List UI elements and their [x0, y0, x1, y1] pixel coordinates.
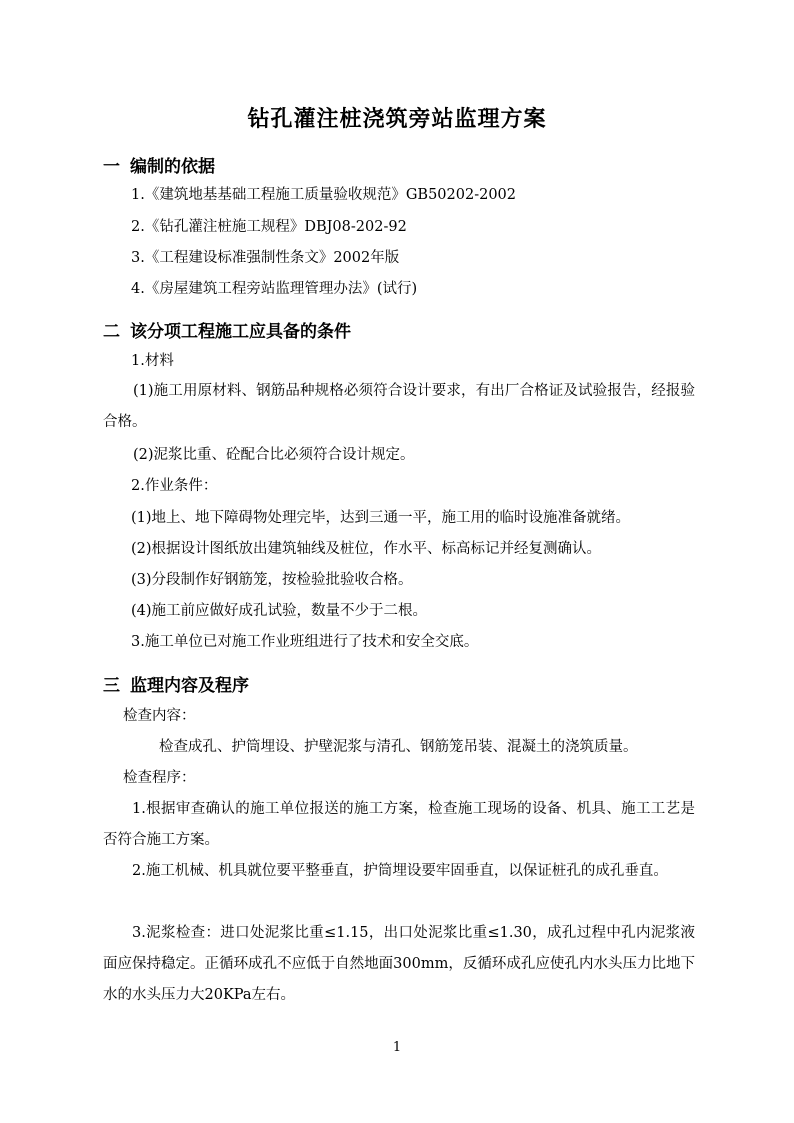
paragraph: 3.泥浆检查：进口处泥浆比重≤1.15，出口处泥浆比重≤1.30，成孔过程中孔内泥浆液面应保持稳定。正循环成孔不应低于自然地面300mm，反循环成孔应使孔内水头压力比地下水的水头压力大20KPa左右。 [103, 925, 695, 1003]
paragraph: 2.施工机械、机具就位要平整垂直，护筒埋设要牢固垂直，以保证桩孔的成孔垂直。 [132, 863, 668, 879]
list-item: (2)泥浆比重、砼配合比必须符合设计规定。 [133, 447, 415, 463]
list-item: 检查成孔、护筒埋设、护壁泥浆与清孔、钢筋笼吊装、混凝土的浇筑质量。 [159, 739, 638, 755]
list-item: (4)施工前应做好成孔试验，数量不少于二根。 [131, 603, 428, 619]
section-heading-2 [103, 317, 351, 342]
list-item: 1.材料 [131, 353, 174, 369]
section-title: 监理内容及程序 [130, 676, 249, 696]
section-heading-3 [103, 671, 249, 696]
section-title: 该分项工程施工应具备的条件 [130, 322, 351, 342]
paragraph: (1)施工用原材料、钢筋品种规格必须符合设计要求，有出厂合格证及试验报告，经报验合格。 [103, 383, 695, 430]
list-item: 3.《工程建设标准强制性条文》2002年版 [131, 250, 400, 266]
list-item: (2)根据设计图纸放出建筑轴线及桩位，作水平、标高标记并经复测确认。 [131, 541, 602, 557]
section-number: 三 [103, 676, 120, 696]
paragraph: 1.根据审查确认的施工单位报送的施工方案，检查施工现场的设备、机具、施工工艺是否符合施工方案。 [103, 801, 695, 848]
list-item: 3.施工单位已对施工作业班组进行了技术和安全交底。 [131, 634, 479, 650]
list-item: 2.作业条件： [131, 478, 218, 494]
document-title: 钻孔灌注桩浇筑旁站监理方案 [247, 107, 547, 132]
section-title: 编制的依据 [130, 157, 215, 177]
list-item: (1)地上、地下障碍物处理完毕，达到三通一平，施工用的临时设施准备就绪。 [131, 510, 631, 526]
list-item: 2.《钻孔灌注桩施工规程》DBJ08-202-92 [131, 219, 407, 235]
section-heading-1 [103, 152, 215, 177]
section-number: 一 [103, 157, 120, 177]
list-item: (3)分段制作好钢筋笼，按检验批验收合格。 [131, 572, 413, 588]
list-item: 检查程序： [123, 770, 196, 786]
page-number: 1 [392, 1040, 402, 1055]
list-item: 4.《房屋建筑工程旁站监理管理办法》(试行) [131, 281, 418, 297]
list-item: 检查内容： [123, 708, 196, 724]
list-item: 1.《建筑地基基础工程施工质量验收规范》GB50202-2002 [131, 187, 516, 203]
section-number: 二 [103, 322, 120, 342]
